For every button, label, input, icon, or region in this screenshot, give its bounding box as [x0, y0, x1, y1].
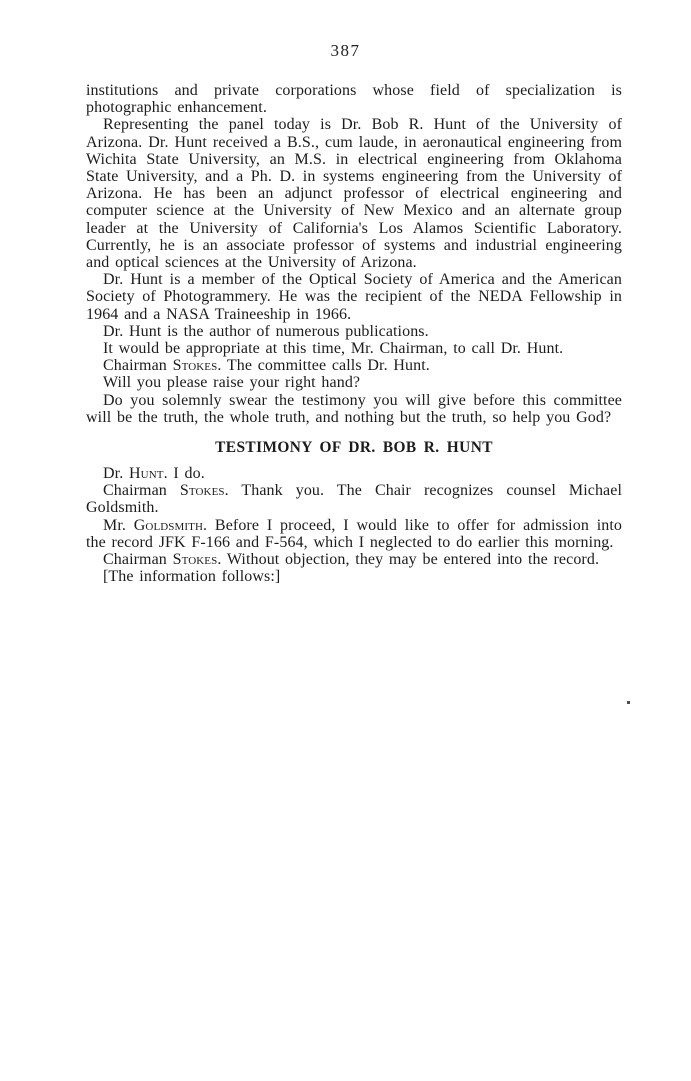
document-body	[86, 82, 622, 585]
speaker-name: Goldsmith	[133, 516, 204, 534]
paragraph	[86, 116, 622, 271]
page-number: 387	[330, 41, 361, 60]
paragraph	[86, 374, 622, 391]
paragraph	[86, 392, 622, 426]
paragraph	[86, 551, 622, 568]
paragraph	[86, 482, 622, 516]
paragraph	[86, 82, 622, 116]
speaker-name: Stokes	[172, 357, 218, 375]
text-run: . Thank you. The Chair recognizes counsel Michael Goldsmith.	[86, 482, 622, 517]
text-run: It would be appropriate at this time, Mr. Chairman, to call Dr. Hunt.	[103, 340, 564, 358]
paragraph	[86, 323, 622, 340]
paragraph	[86, 517, 622, 551]
text-run: Will you please raise your right hand?	[103, 374, 361, 392]
paragraph	[86, 357, 622, 374]
speaker-name: Stokes	[179, 482, 225, 500]
scan-artifact-dot	[627, 701, 630, 704]
text-run: . Without objection, they may be entered into the record.	[217, 551, 600, 569]
paragraph	[86, 465, 622, 482]
text-run: Chairman	[103, 551, 173, 569]
text-run: . Before I proceed, I would like to offer for admission into the record JFK F-166 and F-564, which I neglected to do earlier this morning.	[86, 516, 622, 551]
text-run: Do you solemnly swear the testimony you will give before this committee will be the truth, the whole truth, and nothing but the truth, so help you God?	[86, 391, 622, 426]
text-run: . The committee calls Dr. Hunt.	[217, 357, 430, 375]
text-run: Dr.	[103, 465, 129, 483]
speaker-name: Stokes	[172, 551, 218, 569]
text-run: Dr. Hunt is a member of the Optical Society of America and the American Society of Photogrammery. He was the recipient of the NEDA Fellowship in 1964 and a NASA Traineeship in 1966.	[86, 271, 622, 323]
paragraph	[86, 568, 622, 585]
text-run: Representing the panel today is Dr. Bob R. Hunt of the University of Arizona. Dr. Hunt received a B.S., cum laude, in aeronautical engineering from Wichita State University, an M.S. in electrical engineering from Oklahoma State University, and a Ph. D. in systems engineering from the University of Arizona. He has been an adjunct professor of electrical engineering and computer science at the University of New Mexico and an alternate group leader at the University of California's Los Alamos Scientific Laboratory. Currently, he is an associate professor of systems and industrial engineering and optical sciences at the University of Arizona.	[86, 116, 622, 272]
paragraph	[86, 271, 622, 323]
paragraph	[86, 340, 622, 357]
text-run: . I do.	[163, 465, 205, 483]
speaker-name: Hunt	[129, 465, 164, 483]
text-run: institutions and private corporations whose field of specialization is photographic enhancement.	[86, 82, 622, 117]
text-run: Chairman	[103, 357, 173, 375]
text-run: Dr. Hunt is the author of numerous publications.	[103, 322, 429, 340]
text-run: Mr.	[103, 516, 134, 534]
text-run: [The information follows:]	[103, 568, 281, 586]
text-run: Chairman	[103, 482, 180, 500]
section-heading	[86, 439, 622, 456]
text-run: TESTIMONY OF DR. BOB R. HUNT	[215, 439, 493, 457]
